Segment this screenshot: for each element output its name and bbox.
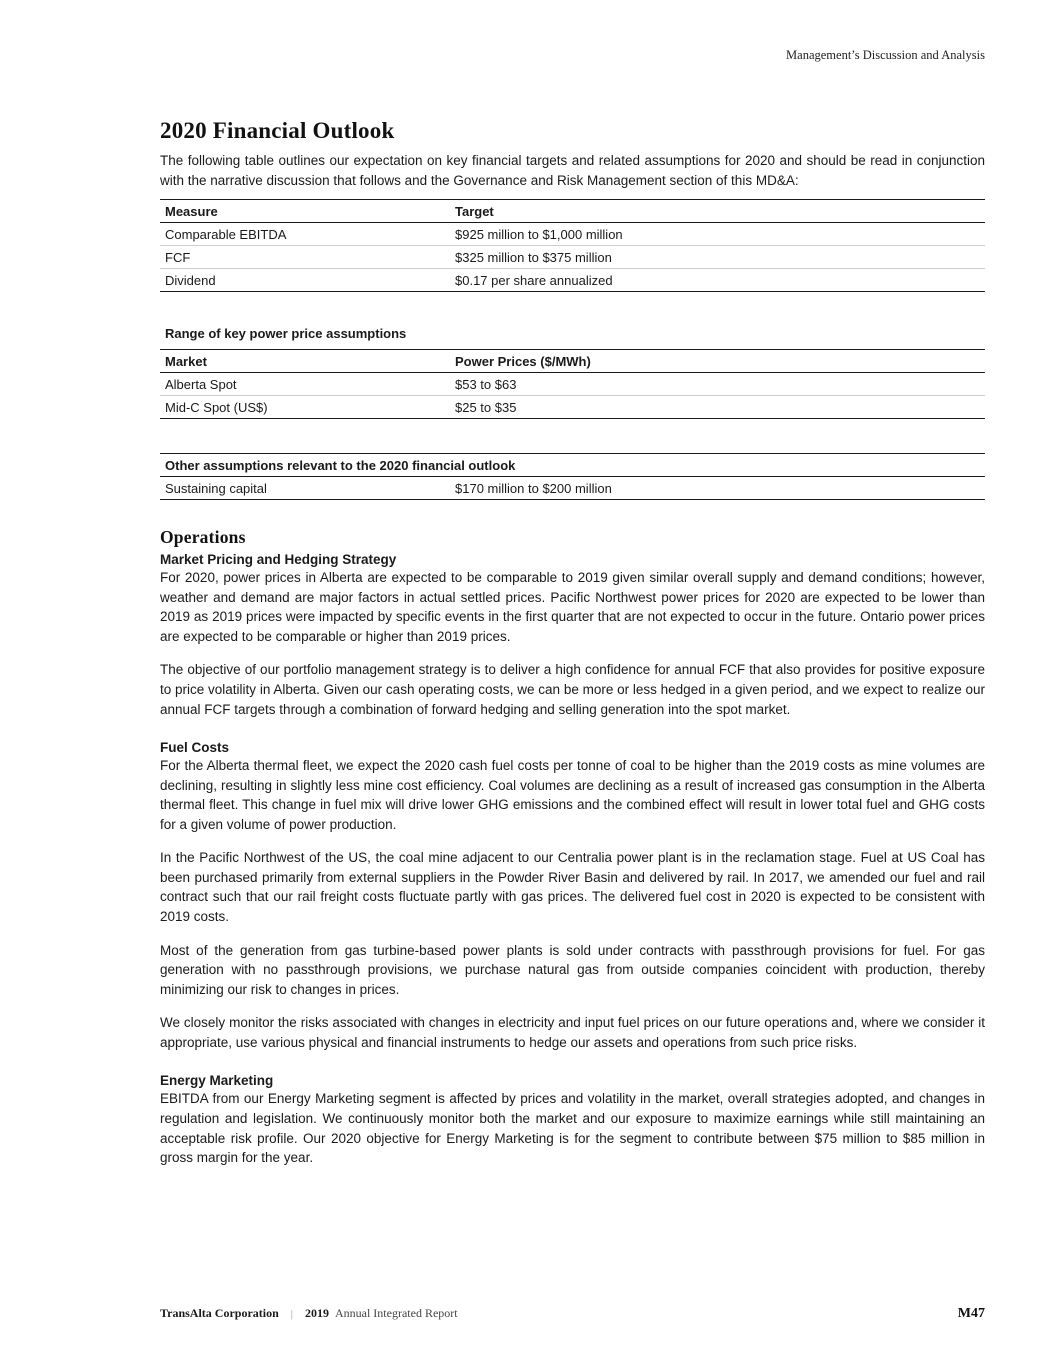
- table-row: [160, 396, 985, 419]
- subsection-energy-marketing: [160, 1073, 985, 1167]
- subsection-heading: Fuel Costs: [160, 740, 230, 756]
- measure-cell: Comparable EBITDA: [160, 223, 450, 246]
- paragraph: For 2020, power prices in Alberta are expected to be comparable to 2019 given similar overall supply and demand conditions; however, weather and demand are major factors in actual settled prices. Pacific Northwest power prices for 2020 are expected to be lower than 2019 as 2019 prices were impacted by specific events in the first quarter that are not expected to occur in the future. Ontario power prices are expected to be comparable or higher than 2019 prices.: [160, 570, 985, 644]
- page-content: [160, 118, 985, 1168]
- price-cell: $53 to $63: [450, 373, 985, 396]
- table-row: [160, 246, 985, 269]
- table-header-row: [160, 350, 985, 373]
- measure-cell: FCF: [160, 246, 450, 269]
- other-assumptions-caption: Other assumptions relevant to the 2020 financial outlook: [160, 454, 985, 477]
- subsection-heading: Market Pricing and Hedging Strategy: [160, 552, 397, 568]
- price-cell: $25 to $35: [450, 396, 985, 419]
- other-assumptions-table: [160, 453, 985, 500]
- table-row: [160, 477, 985, 500]
- market-cell: Alberta Spot: [160, 373, 450, 396]
- column-header-market: Market: [160, 350, 450, 373]
- power-price-table-caption: Range of key power price assumptions: [165, 326, 407, 342]
- subsection-market-pricing: [160, 552, 985, 719]
- paragraph: In the Pacific Northwest of the US, the coal mine adjacent to our Centralia power plant is in the reclamation stage. Fuel at US Coal has been purchased primarily from external suppliers in the Powder River Basin and delivered by rail. In 2017, we amended our fuel and rail contract such that our rail freight costs fluctuate partly with gas prices. The delivered fuel cost in 2020 is expected to be consistent with 2019 costs.: [160, 850, 985, 924]
- paragraph: The objective of our portfolio management strategy is to deliver a high confidence for annual FCF that also provides for positive exposure to price volatility in Alberta. Given our cash operating costs, we can be more or less hedged in a given period, and we expect to realize our annual FCF targets through a combination of forward hedging and selling generation into the spot market.: [160, 662, 985, 717]
- financial-targets-table: [160, 199, 985, 292]
- intro-paragraph: The following table outlines our expectation on key financial targets and related assumptions for 2020 and should be read in conjunction with the narrative discussion that follows and the Governance and Risk Management section of this MD&A:: [160, 153, 985, 188]
- subsection-fuel-costs: [160, 740, 985, 1052]
- paragraph: We closely monitor the risks associated with changes in electricity and input fuel prices on our future operations and, where we consider it appropriate, use various physical and financial instruments to hedge our assets and operations from such price risks.: [160, 1015, 985, 1050]
- table-row: [160, 373, 985, 396]
- footer-company: TransAlta Corporation: [160, 1306, 279, 1320]
- target-cell: $325 million to $375 million: [450, 246, 985, 269]
- footer-year: 2019: [304, 1306, 329, 1320]
- column-header-power-prices: Power Prices ($/MWh): [450, 350, 985, 373]
- footer-separator: |: [290, 1308, 293, 1320]
- target-cell: $925 million to $1,000 million: [450, 223, 985, 246]
- paragraph: Most of the generation from gas turbine-based power plants is sold under contracts with passthrough provisions for fuel. For gas generation with no passthrough provisions, we purchase natural gas from outside companies coincident with production, thereby minimizing our risk to changes in prices.: [160, 942, 985, 997]
- table-header-row: [160, 200, 985, 223]
- measure-cell: Dividend: [160, 269, 450, 292]
- paragraph: For the Alberta thermal fleet, we expect the 2020 cash fuel costs per tonne of coal to be higher than the 2019 costs as mine volumes are declining, resulting in slightly less mine cost efficiency. Coal volumes are declining as a result of increased gas consumption in the Alberta thermal fleet. This change in fuel mix will drive lower GHG emissions and the combined effect will result in lower total fuel and GHG costs for a given volume of power production.: [160, 758, 985, 832]
- page-footer: [160, 1306, 985, 1322]
- target-cell: $0.17 per share annualized: [450, 269, 985, 292]
- assumption-cell: Sustaining capital: [165, 481, 267, 497]
- assumption-value-cell: $170 million to $200 million: [455, 481, 612, 497]
- column-header-target: Target: [450, 200, 985, 223]
- page-number: M47: [957, 1306, 985, 1321]
- column-header-measure: Measure: [160, 200, 450, 223]
- power-price-table: [160, 349, 985, 419]
- running-header: Management’s Discussion and Analysis: [786, 48, 985, 62]
- footer-report-title: Annual Integrated Report: [334, 1306, 458, 1320]
- paragraph: EBITDA from our Energy Marketing segment is affected by prices and volatility in the market, overall strategies adopted, and changes in regulation and legislation. We continuously monitor both the market and our exposure to maximize earnings while still maintaining an acceptable risk profile. Our 2020 objective for Energy Marketing is for the segment to contribute between $75 million to $85 million in gross margin for the year.: [160, 1091, 985, 1166]
- table-row: [160, 269, 985, 292]
- market-cell: Mid-C Spot (US$): [160, 396, 450, 419]
- operations-heading: Operations: [160, 527, 246, 548]
- table-row: [160, 223, 985, 246]
- subsection-heading: Energy Marketing: [160, 1073, 274, 1089]
- page-title: 2020 Financial Outlook: [160, 118, 395, 143]
